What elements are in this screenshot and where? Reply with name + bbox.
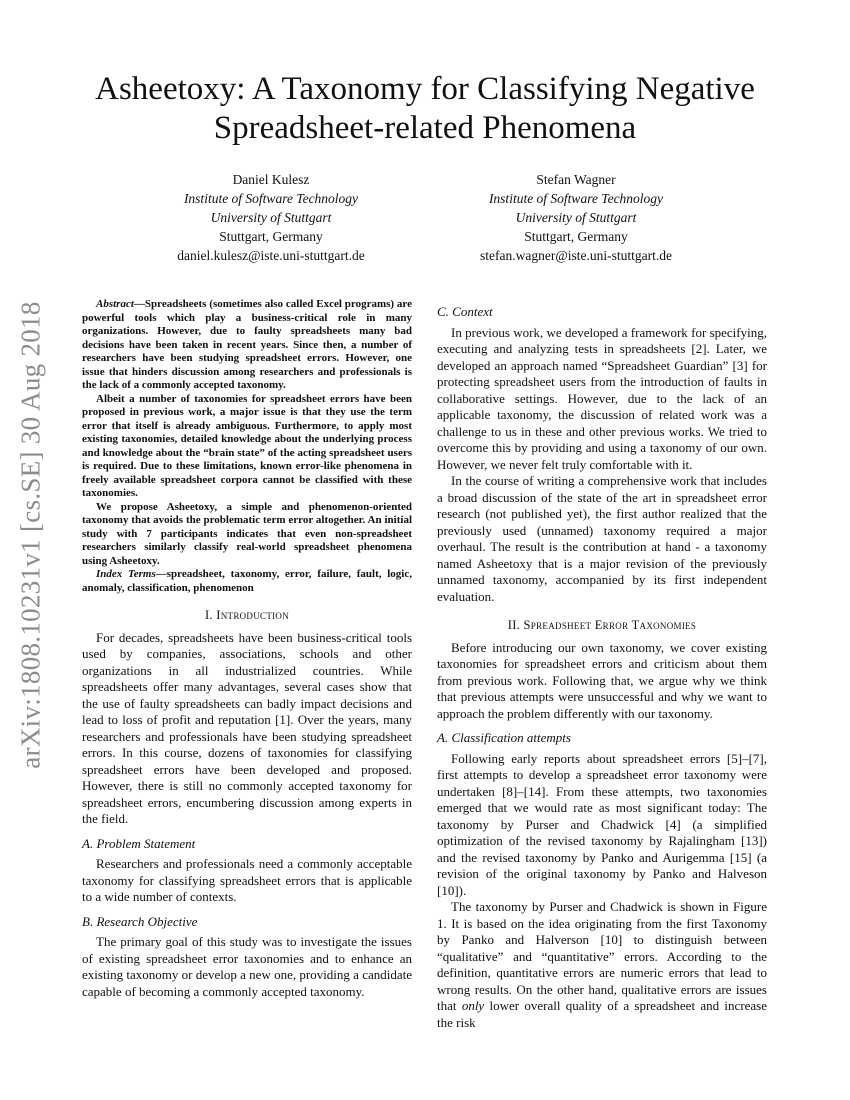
abstract-para-2: Albeit a number of taxonomies for spreadsheet errors have been proposed in previous work, a major issue is that they use the term error that itself is already ambiguous. Furthermore, to apply most existing taxonomies, detailed knowledge about the underlying process and knowledge about the “brain state” of the acting spreadsheet users is required. Due to these limitations, known error-like phenomena in freely available spreadsheet corpora cannot be classified with these taxonomies. [82,392,412,499]
author-university: University of Stuttgart [210,210,332,225]
title-line-2: Spreadsheet-related Phenomena [213,110,637,146]
index-terms [82,568,412,595]
classification-para-2 [437,899,767,1031]
subsection-heading-context: C. Context [437,304,493,319]
index-terms-text: —spreadsheet, taxonomy, error, failure, fault, logic, anomaly, classification, phenomenon [82,568,412,594]
arxiv-stamp: arXiv:1808.10231v1 [cs.SE] 30 Aug 2018 [15,301,46,769]
section-heading-introduction: I. Introduction [204,608,290,622]
author-name: Stefan Wagner [536,172,616,187]
right-column [437,304,767,1031]
abstract-label: Abstract [96,298,134,310]
section-heading-taxonomies: II. Spreadsheet Error Taxonomies [507,618,697,632]
author-university: University of Stuttgart [515,210,637,225]
author-institute: Institute of Software Technology [488,191,664,206]
emphasis-only: only [461,998,485,1013]
subsection-heading-objective: B. Research Objective [82,913,198,929]
taxonomies-para-1: Before introducing our own taxonomy, we cover existing taxonomies for spreadsheet errors and criticism about them from previous work. Following that, we argue why we think that previous attempts were unsuccessful and why we want to approach the problem differently with our taxonomy. [437,639,767,721]
left-column [82,298,412,1000]
classification-para-2-end: lower overall quality of a spreadsheet and increase the risk [437,998,768,1030]
classification-para-1: Following early reports about spreadsheet errors [5]–[7], first attempts to develop a spreadsheet error taxonomy were undertaken [8]–[14]. From these attempts, two taxonomies emerged that we would rate as most significant today: The taxonomy by Purser and Chadwick [4] (a simplified optimization of the revised taxonomy by Rajalingham [13]) and the revised taxonomy by Panko and Aurigemma [15] (a revision of the original taxonomy by Panko and Halveson [10]). [437,750,767,898]
author-location: Stuttgart, Germany [524,229,628,244]
author-block-1 [121,170,421,265]
author-institute: Institute of Software Technology [183,191,359,206]
objective-para-1: The primary goal of this study was to investigate the issues of existing spreadsheet error taxonomies and to enhance an existing taxonomy or develop a new one, providing a candidate capable of becoming a commonly accepted taxonomy. [82,934,412,999]
abstract-para-3: We propose Asheetoxy, a simple and phenomenon-oriented taxonomy that avoids the problematic term error altogether. An initial study with 7 participants indicates that even non-spreadsheet researchers similarly classify real-world spreadsheet phenomena using Asheetoxy. [82,500,412,567]
author-email: stefan.wagner@iste.uni-stuttgart.de [480,248,672,263]
author-block-2 [426,170,726,265]
subsection-heading-classification: A. Classification attempts [437,730,571,745]
author-name: Daniel Kulesz [232,172,310,187]
paper-title [60,70,790,148]
classification-para-2-text: The taxonomy by Purser and Chadwick is shown in Figure 1. It is based on the idea originating from the first Taxonomy by Panko and Halverson [10] to distinguish between “qualitative” and “quantitative” errors. According to the definition, quantitative errors are numeric errors that lead to wrong results. On the other hand, qualitative errors are issues that [437,899,767,1013]
context-para-1: In previous work, we developed a framework for specifying, executing and analyzing tests in spreadsheets [2]. Later, we developed an approach named “Spreadsheet Guardian” [3] for protecting spreadsheet users from the introduction of faults in collaborative settings. However, due to the lack of an applicable taxonomy, the discussion of related work was a challenge to us in these and other previous works. We tried to overcome this by providing and using a taxonomy of our own. However, we never felt truly comfortable with it. [437,324,767,472]
subsection-heading-problem: A. Problem Statement [82,835,196,851]
abstract-para-1 [82,298,412,393]
abstract [82,298,412,595]
title-line-1: Asheetoxy: A Taxonomy for Classifying Negative [95,71,755,107]
author-location: Stuttgart, Germany [219,229,323,244]
index-terms-label: Index Terms [96,568,156,580]
problem-para-1: Researchers and professionals need a commonly acceptable taxonomy for classifying spreadsheet errors that is applicable to a wide number of contexts. [82,856,412,904]
abstract-text-1: —Spreadsheets (sometimes also called Excel programs) are powerful tools which play a business-critical role in many organizations. However, due to faulty spreadsheets many bad decisions have been taken in recent years. Since then, a number of researchers have been studying spreadsheet errors. However, one issue that hinders discussion among researchers and professionals is the lack of a commonly accepted taxonomy. [82,298,412,391]
context-para-2: In the course of writing a comprehensive work that includes a broad discussion of the state of the art in spreadsheet error research (not published yet), the first author realized that the previously used (unnamed) taxonomy required a major overhaul. The result is the contribution at hand - a taxonomy named Asheetoxy that is a major revision of the previously unnamed taxonomy, accompanied by its first independent evaluation. [437,473,767,604]
author-email: daniel.kulesz@iste.uni-stuttgart.de [177,248,365,263]
intro-para-1: For decades, spreadsheets have been business-critical tools used by companies, associations, schools and other organizations in all industrialized countries. While spreadsheets offer many advantages, several cases show that the use of faulty spreadsheets can badly impact decisions and lead to loss of profit and reputation [1]. Over the years, many researchers and professionals have been studying spreadsheet errors. In this course, dozens of taxonomies for classifying spreadsheet errors have been developed and proposed. However, there is still no commonly accepted taxonomy for spreadsheet errors, encumbering discussion among experts in the field. [82,629,412,826]
